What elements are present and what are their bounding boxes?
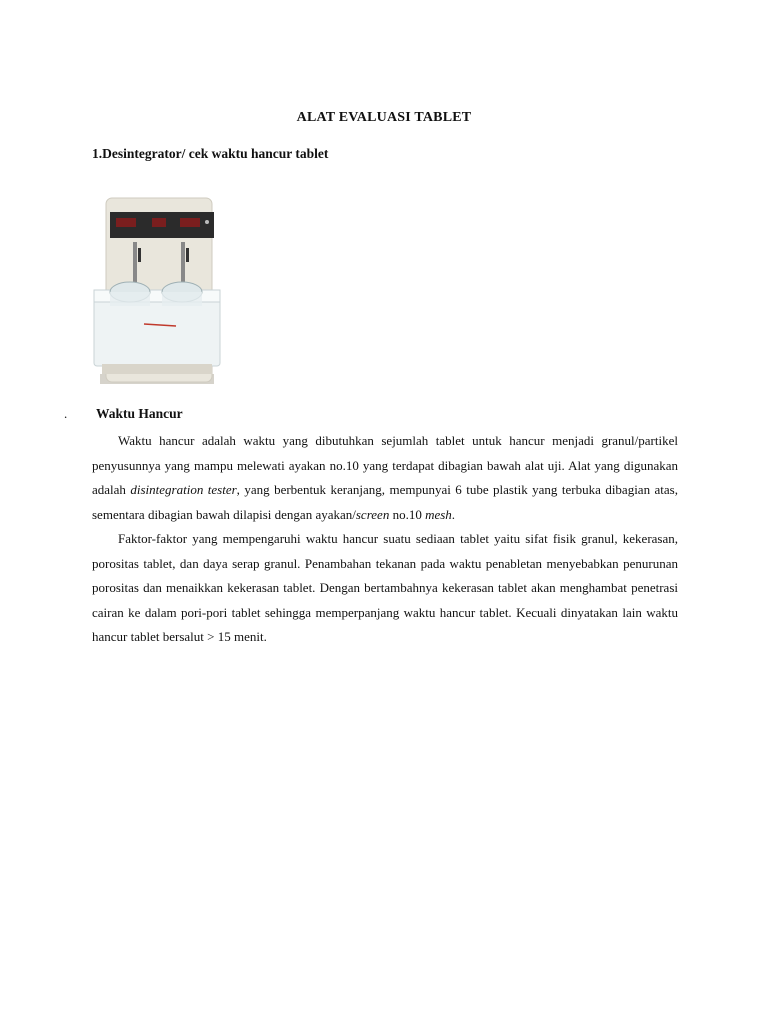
display-middle (152, 218, 166, 227)
beaker-right-body (162, 292, 202, 306)
tester-base (102, 364, 212, 374)
paragraph-1-term-disintegration-tester: disintegration tester (130, 482, 237, 497)
disintegration-tester-image (92, 192, 222, 392)
paragraph-1-text-b: , yang berbentuk keranjang, mempunyai 6 tube plastik yang terbuka dibagian atas, sementara dibagian bawah dilapisi dengan ayakan/ (92, 482, 678, 522)
section-heading: Waktu Hancur (96, 406, 183, 421)
document-title: ALAT EVALUASI TABLET (296, 110, 472, 125)
beaker-left-body (110, 292, 150, 306)
control-knob (205, 220, 209, 224)
clamp-left (138, 248, 141, 262)
display-left (116, 218, 136, 227)
rod-right (181, 242, 185, 282)
paragraph-1-text-c: no.10 (389, 506, 426, 522)
paragraph-1-term-mesh: mesh (425, 506, 452, 522)
section-subtitle: 1.Desintegrator/ cek waktu hancur tablet (92, 146, 329, 161)
list-bullet: . (64, 406, 68, 421)
rod-left (133, 242, 137, 282)
display-right (180, 218, 200, 227)
paragraph-1-text-a: Waktu hancur adalah waktu yang dibutuhkan sejumlah tablet untuk hancur menjadi granul/partikel penyusunnya yang mampu melewati ayakan no.10 yang terdapat dibagian bawah alat uji. Alat yang digunakan adalah (92, 433, 678, 497)
paragraph-1-text-d: . (451, 506, 456, 522)
paragraph-1-term-screen: screen (355, 506, 390, 522)
paragraph-2: Faktor-faktor yang mempengaruhi waktu hancur suatu sediaan tablet yaitu sifat fisik granul, kekerasan, porositas tablet, dan daya serap granul. Penambahan tekanan pada waktu penabletan menyebabkan penurunan porositas dan menaikkan kekerasan tablet. Dengan bertambahnya kekerasan tablet akan menghambat penetrasi cairan ke dalam pori-pori tablet sehingga memperpanjang waktu hancur tablet. Kecuali dinyatakan lain waktu hancur tablet bersalut > 15 menit. (92, 531, 678, 644)
paragraph-1 (92, 429, 678, 527)
clamp-right (186, 248, 189, 262)
